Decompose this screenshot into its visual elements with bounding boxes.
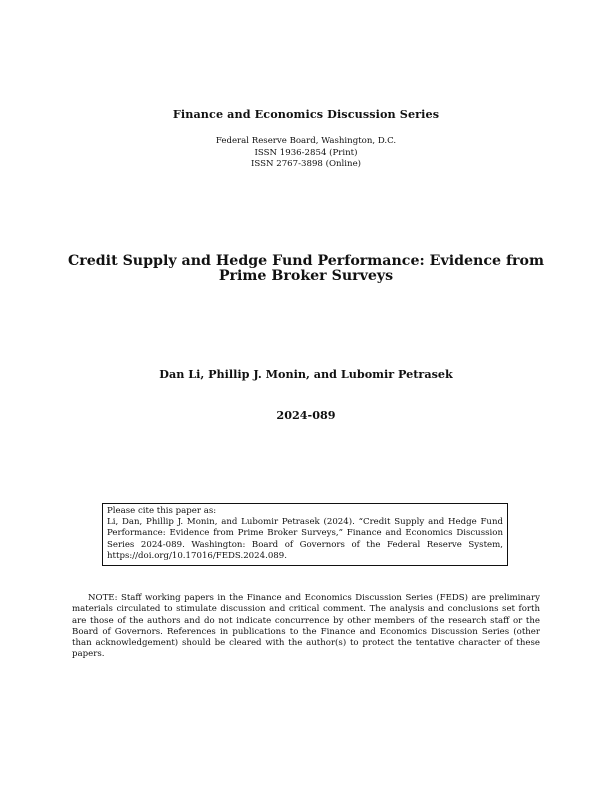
issn-print: ISSN 1936-2854 (Print)	[254, 147, 358, 158]
paper-title-line-1: Credit Supply and Hedge Fund Performance: Evidence from	[67, 253, 545, 269]
series-name: Finance and Economics Discussion Series	[172, 107, 440, 121]
citation-heading: Please cite this paper as:	[107, 506, 217, 516]
publisher-location: Federal Reserve Board, Washington, D.C.	[215, 136, 397, 146]
paper-authors: Dan Li, Phillip J. Monin, and Lubomir Petrasek	[159, 367, 453, 381]
issn-online: ISSN 2767-3898 (Online)	[250, 159, 362, 169]
paper-title-line-2: Prime Broker Surveys	[218, 268, 394, 284]
paper-number: 2024-089	[276, 408, 336, 422]
citation-box	[102, 503, 508, 566]
disclaimer-note: NOTE: Staff working papers in the Finance and Economics Discussion Series (FEDS) are preliminary materials circulated to stimulate discussion and critical comment. The analysis and conclusions set forth are those of the authors and do not indicate concurrence by other members of the research staff or the Board of Governors. References in publications to the Finance and Economics Discussion Series (other than acknowledgement) should be cleared with the author(s) to protect the tentative character of these papers.	[72, 593, 540, 660]
paper-title	[0, 254, 612, 284]
citation-text: Li, Dan, Phillip J. Monin, and Lubomir Petrasek (2024). “Credit Supply and Hedge Fund Performance: Evidence from Prime Broker Surveys,” Finance and Economics Discussion Series 2024-089. Washington: Board of Governors of the Federal Reserve System, https://doi.org/10.17016/FEDS.2024.089.	[107, 517, 503, 561]
publisher-info	[0, 136, 612, 171]
